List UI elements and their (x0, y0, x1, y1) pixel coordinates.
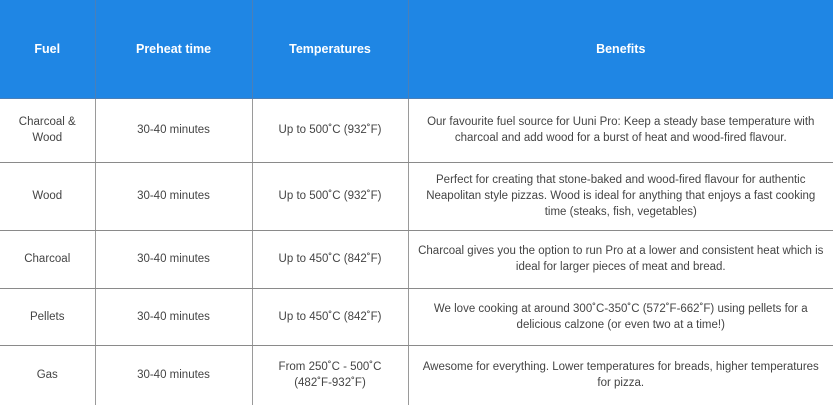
cell-preheat-time: 30-40 minutes (95, 98, 252, 162)
header-temperatures: Temperatures (252, 0, 408, 98)
cell-benefits: Awesome for everything. Lower temperatures for breads, higher temperatures for pizza. (422, 361, 819, 390)
cell-preheat-time: 30-40 minutes (95, 345, 252, 405)
cell-preheat-time: 30-40 minutes (95, 162, 252, 230)
cell-benefits: Our favourite fuel source for Uuni Pro: Keep a steady base temperature with charcoal and add wood for a burst of heat and wood-fired flavour. (408, 98, 833, 162)
cell-fuel: Charcoal (0, 230, 95, 288)
cell-temperature: Up to 500˚C (932˚F) (252, 98, 408, 162)
cell-fuel: Pellets (0, 288, 95, 345)
cell-temperature: Up to 500˚C (932˚F) (252, 162, 408, 230)
table-row (0, 98, 833, 162)
header-row (0, 0, 833, 98)
table-header (0, 0, 833, 98)
cell-temperature: Up to 450˚C (842˚F) (252, 288, 408, 345)
table-row (0, 288, 833, 345)
cell-benefits: Perfect for creating that stone-baked and wood-fired flavour for authentic Neapolitan style pizzas. Wood is ideal for anything that enjoys a fast cooking time (steaks, fish, vegetables) (408, 162, 833, 230)
header-preheat-time: Preheat time (95, 0, 252, 98)
cell-fuel: Wood (0, 162, 95, 230)
table-row (0, 162, 833, 230)
header-benefits: Benefits (408, 0, 833, 98)
cell-temperature: From 250˚C - 500˚C (482˚F-932˚F) (252, 345, 408, 405)
cell-preheat-time: 30-40 minutes (95, 230, 252, 288)
cell-fuel: Gas (0, 345, 95, 405)
cell-temperature: Up to 450˚C (842˚F) (252, 230, 408, 288)
header-fuel: Fuel (0, 0, 95, 98)
table-row (0, 230, 833, 288)
cell-benefits: We love cooking at around 300˚C-350˚C (572˚F-662˚F) using pellets for a delicious calzone (or even two at a time!) (408, 288, 833, 345)
cell-fuel: Charcoal & Wood (0, 98, 95, 162)
table-body (0, 98, 833, 405)
cell-benefits: Charcoal gives you the option to run Pro at a lower and consistent heat which is ideal for larger pieces of meat and bread. (408, 230, 833, 288)
table-row (0, 345, 833, 405)
cell-preheat-time: 30-40 minutes (95, 288, 252, 345)
